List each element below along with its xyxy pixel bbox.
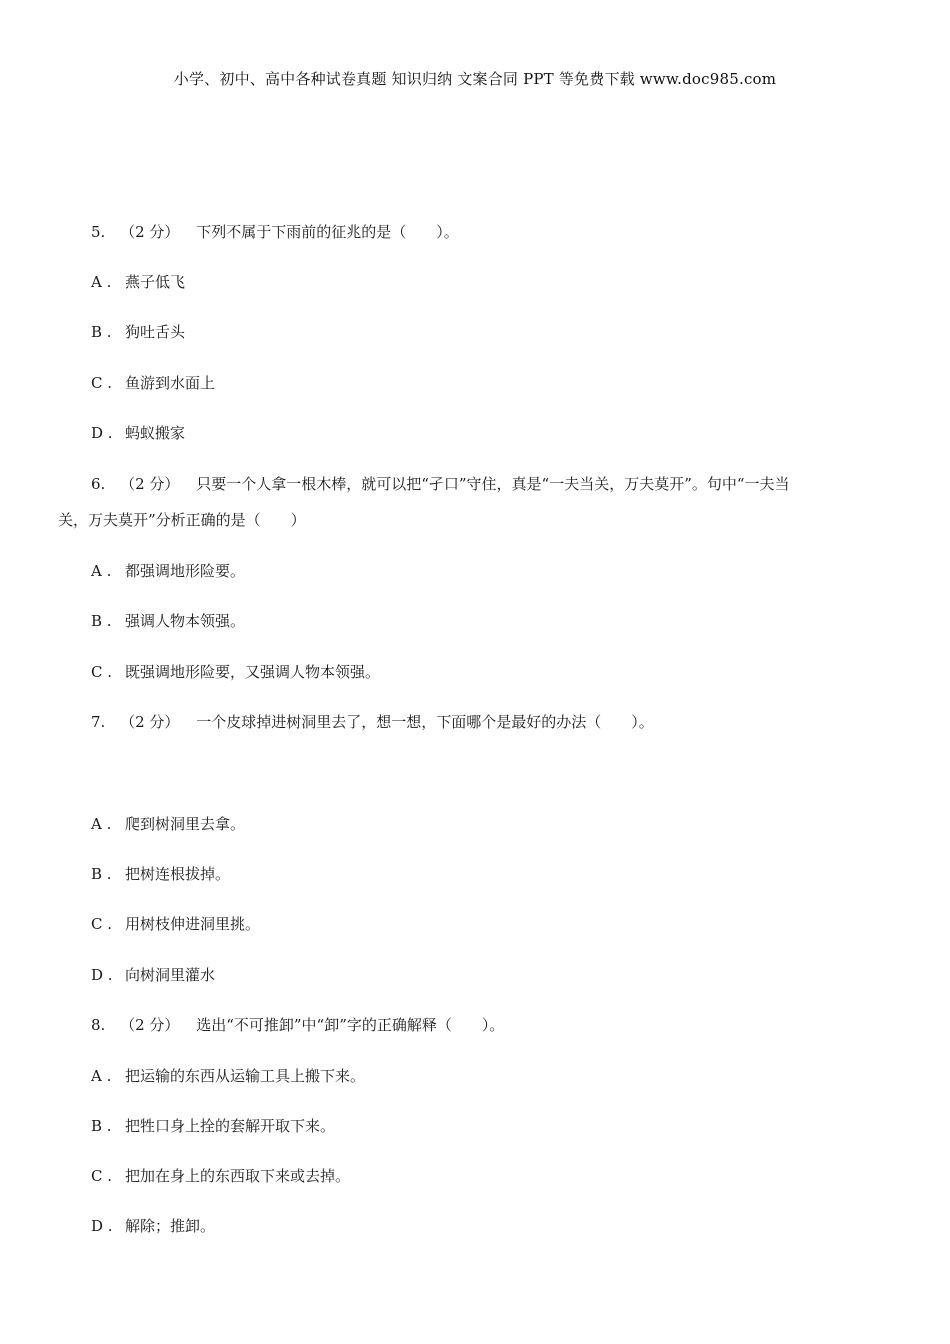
question-number: 5. (91, 223, 106, 241)
question-score: （2 分） (120, 223, 180, 241)
option-letter: B . (91, 612, 112, 630)
option-7c (91, 914, 260, 934)
option-8d (91, 1216, 215, 1236)
question-text: 只要一个人拿一根木棒，就可以把“孑口”守住，真是“一夫当关，万夫莫开”。句中“一夫当 (196, 475, 790, 493)
option-letter: B . (91, 1117, 112, 1135)
question-text: 下列不属于下雨前的征兆的是（ ）。 (196, 223, 459, 241)
page-header: 小学、初中、高中各种试卷真题 知识归纳 文案合同 PPT 等免费下载 www.doc985.com (173, 70, 777, 88)
option-text: 狗吐舌头 (125, 323, 186, 341)
option-8a (91, 1066, 365, 1086)
option-letter: D . (91, 1217, 113, 1235)
question-6-stem-continued (58, 510, 306, 530)
question-text: 一个皮球掉进树洞里去了，想一想，下面哪个是最好的办法（ ）。 (196, 713, 654, 731)
option-6b (91, 611, 245, 631)
option-6c (91, 662, 380, 682)
option-text: 爬到树洞里去拿。 (125, 815, 246, 833)
option-text: 都强调地形险要。 (125, 562, 246, 580)
option-text: 向树洞里灌水 (125, 966, 216, 984)
question-score: （2 分） (120, 1016, 180, 1034)
option-text: 强调人物本领强。 (125, 612, 246, 630)
option-text: 既强调地形险要，又强调人物本领强。 (125, 663, 381, 681)
option-letter: B . (91, 323, 112, 341)
question-number: 6. (91, 475, 106, 493)
option-7d (91, 965, 215, 985)
option-letter: A . (91, 815, 112, 833)
option-letter: D . (91, 966, 113, 984)
option-5d (91, 423, 185, 443)
question-text-continued: 关，万夫莫开”分析正确的是（ ） (58, 511, 306, 529)
question-6-stem (91, 474, 790, 494)
option-5b (91, 322, 185, 342)
option-text: 把树连根拔掉。 (125, 865, 231, 883)
question-number: 7. (91, 713, 106, 731)
option-text: 用树枝伸进洞里挑。 (125, 915, 261, 933)
option-letter: C . (91, 915, 113, 933)
question-score: （2 分） (120, 713, 180, 731)
option-letter: C . (91, 1167, 113, 1185)
question-7-stem (91, 712, 654, 732)
option-letter: D . (91, 424, 113, 442)
option-6a (91, 561, 245, 581)
option-8b (91, 1116, 335, 1136)
question-number: 8. (91, 1016, 106, 1034)
option-letter: C . (91, 663, 113, 681)
question-8-stem (91, 1015, 504, 1035)
option-letter: A . (91, 562, 112, 580)
option-letter: B . (91, 865, 112, 883)
option-text: 解除；推卸。 (125, 1217, 216, 1235)
option-text: 蚂蚁搬家 (125, 424, 186, 442)
option-5c (91, 373, 215, 393)
option-7b (91, 864, 230, 884)
option-text: 鱼游到水面上 (125, 374, 216, 392)
option-letter: C . (91, 374, 113, 392)
option-7a (91, 814, 245, 834)
option-8c (91, 1166, 350, 1186)
question-5-stem (91, 222, 459, 242)
question-text: 选出“不可推卸”中“卸”字的正确解释（ ）。 (196, 1016, 505, 1034)
option-5a (91, 272, 185, 292)
option-text: 把加在身上的东西取下来或去掉。 (125, 1167, 351, 1185)
option-letter: A . (91, 1067, 112, 1085)
option-text: 燕子低飞 (125, 273, 186, 291)
option-letter: A . (91, 273, 112, 291)
option-text: 把运输的东西从运输工具上搬下来。 (125, 1067, 366, 1085)
question-score: （2 分） (120, 475, 180, 493)
option-text: 把牲口身上拴的套解开取下来。 (125, 1117, 336, 1135)
